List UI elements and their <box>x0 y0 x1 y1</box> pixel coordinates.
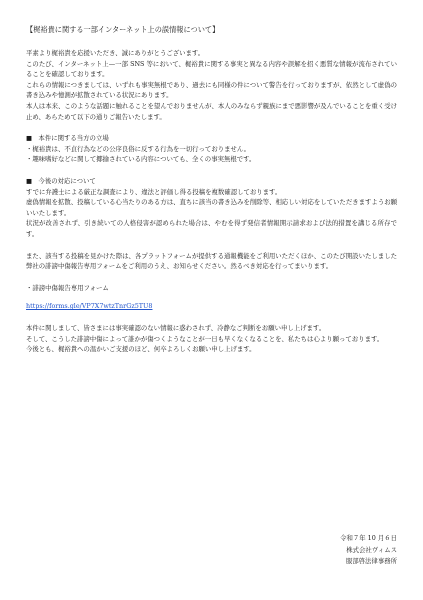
intro-paragraph: これらの情報につきましては、いずれも事実無根であり、過去にも同様の件について警告を行っておりますが、依然として虚偽の書き込みや憶測が拡散されている状況にあります。 <box>26 80 397 100</box>
form-label: ・誹謗中傷報告専用フォーム <box>26 283 109 292</box>
intro-paragraph: 平素より梶裕貴を応援いただき、誠にありがとうございます。 <box>26 49 205 57</box>
stance-heading: ■ 本件に関する当方の立場 <box>26 134 109 143</box>
report-section <box>26 251 397 272</box>
closing-paragraph: そして、こうした誹謗中傷によって誰かが傷つくようなことが一日も早くなくなることを、私たちは心より願っております。 <box>26 334 384 343</box>
closing-paragraph: 本件に関しまして、皆さまには事実確認のない情報に惑わされず、冷静なご判断をお願い申し上げます。 <box>26 324 326 333</box>
intro-paragraph: 本人は本来、このような話題に触れることを望んでおりませんが、本人のみならず親族にまで悪影響が及んでいることを重く受け止め、あらためて以下の通りご報告いたします。 <box>26 101 397 121</box>
stance-item: ・梶裕貴は、不貞行為などの公序良俗に反する行為を一切行っておりません。 <box>26 144 251 153</box>
stance-section <box>26 133 397 165</box>
signature-law-firm: 服部啓法律事務所 <box>345 557 397 566</box>
document-title: 【梶裕貴に関する一部インターネット上の誤情報について】 <box>26 25 220 34</box>
response-section <box>26 176 397 240</box>
report-paragraph: また、該当する投稿を見かけた際は、各プラットフォームが提供する通報機能をご利用いただくほか、このたび開設いたしました弊社の誹謗中傷報告専用フォームをご利用のうえ、お知らせください。然るべき対応を行ってまいります。 <box>26 251 397 271</box>
closing-section <box>26 323 397 355</box>
response-line: すでに弁護士による厳正な調査により、違法と評価し得る投稿を複数確認しております。 <box>26 187 282 196</box>
response-line: 虚偽情報を拡散、投稿している心当たりのある方は、直ちに該当の書き込みを削除等、相応しい対応をしていただきますようお願いいたします。 <box>26 198 397 217</box>
intro-paragraph: このたび、インターネット上—一部 SNS 等において、梶裕貴に関する事実と異なる内容や誤解を招く悪質な情報が流布されていることを確認しております。 <box>26 59 397 79</box>
closing-paragraph: 今後とも、梶裕貴への温かいご支援のほど、何卒よろしくお願い申し上げます。 <box>26 345 256 354</box>
signature-company: 株式会社ヴィムス <box>346 545 397 554</box>
report-form-link[interactable]: https://forms.gle/VP7X7wtzTnrGz5TU8 <box>26 302 153 311</box>
stance-item: ・趣味嗜好などに関して揶揄されている内容についても、全くの事実無根です。 <box>26 155 256 164</box>
intro-section <box>26 48 397 122</box>
signature-date: 令和７年 10 月６日 <box>340 534 397 542</box>
form-section <box>26 283 397 313</box>
signature-block <box>340 533 397 568</box>
response-line: 状況が改善されず、引き続いての人格侵害が認められた場合は、やむを得ず発信者情報開示請求および法的措置を講じる所存です。 <box>26 219 397 238</box>
response-heading: ■ 今後の対応について <box>26 176 96 185</box>
